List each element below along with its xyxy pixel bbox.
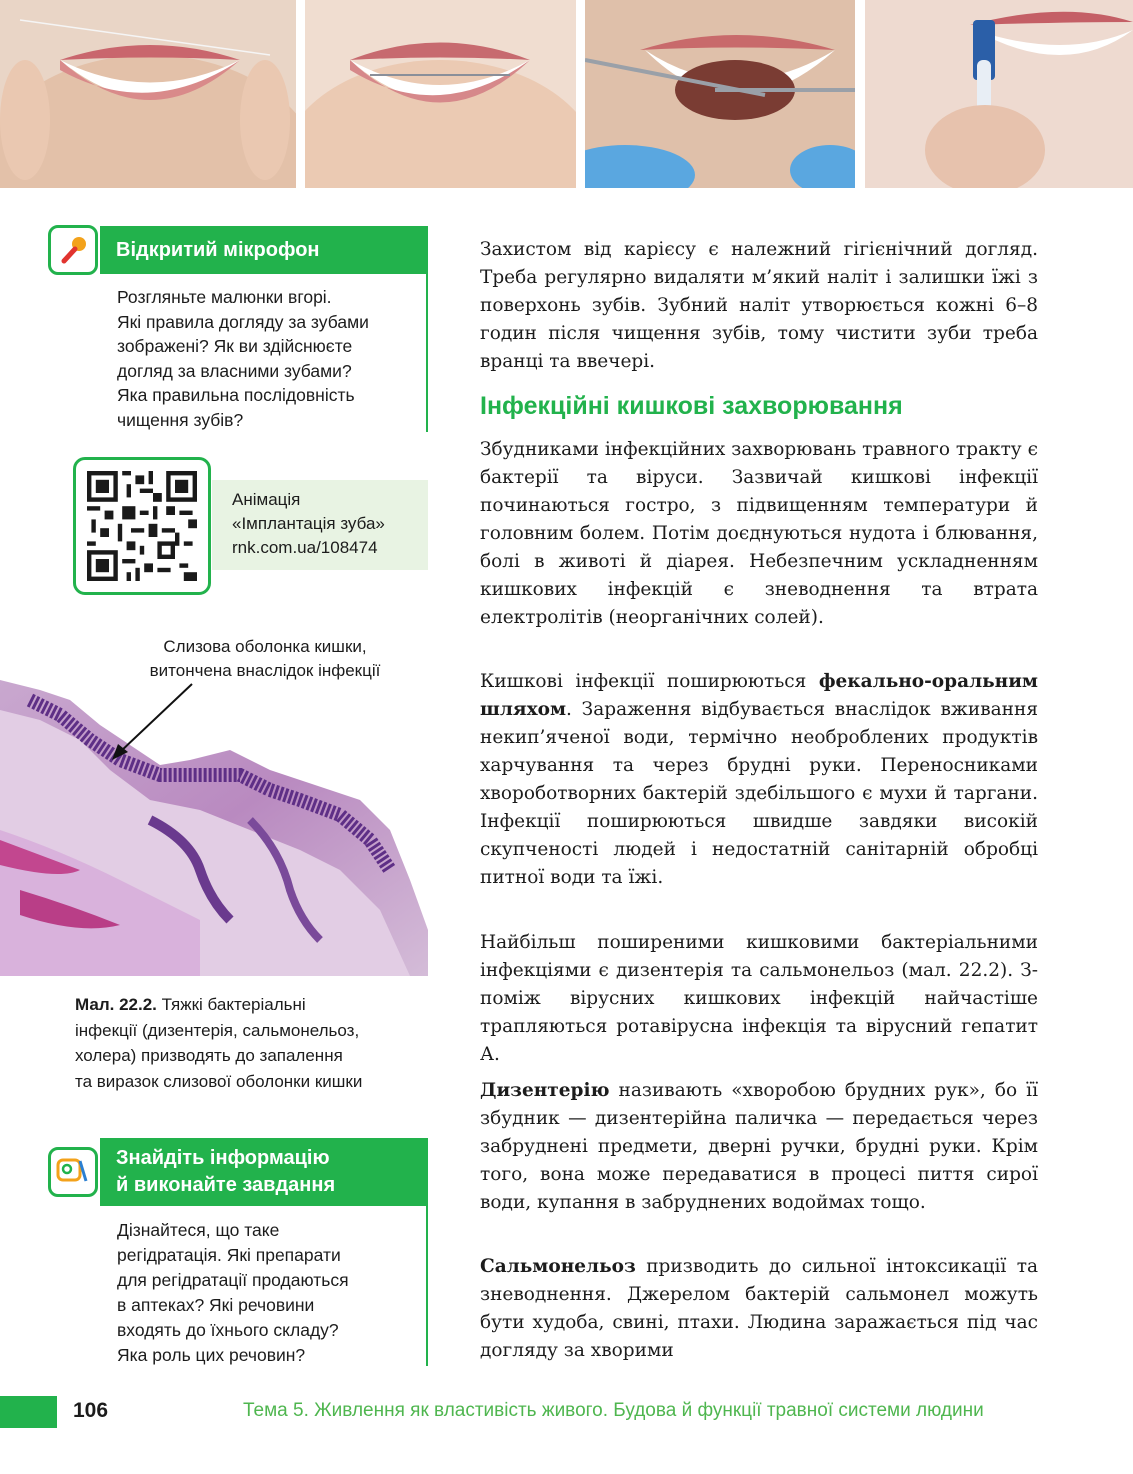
paragraph-dysentery <box>480 1077 1038 1217</box>
paragraph-hygiene: Захистом від карієсу є належний гігієнічний догляд. Треба регулярно видаляти м’який наліт і залишки їжі з поверхонь зубів. Зубний наліт утворюється кожні 6–8 годин після чищення зубів, тому чистити зуби треба вранці та ввечері. <box>480 239 1038 372</box>
paragraph-transmission-text: . Зараження відбувається внаслідок вживання некип’яченої води, термічно необроблених продуктів харчування та через брудні руки. Переносниками хвороботворних бактерій здебільшого є мухи й таргани. Інфекції поширюються швидше завдяки високій скупченості людей і недостатній санітарній обробці питної води та їжі. <box>480 699 1038 888</box>
mic-box-line: догляд за власними зубами? <box>117 360 352 381</box>
page-tab <box>0 1396 57 1428</box>
figure-caption-line: інфекції (дизентерія, сальмонельоз, <box>75 1020 360 1040</box>
paragraph-transmission-text: Кишкові інфекції поширюються <box>480 671 819 692</box>
mic-box-title: Відкритий мікрофон <box>100 226 428 274</box>
figure-caption <box>75 992 435 1094</box>
qr-link[interactable]: rnk.com.ua/108474 <box>232 538 378 557</box>
mic-box-body <box>117 285 422 432</box>
task-box-line: Дізнайтеся, що таке <box>117 1220 280 1240</box>
qr-info-panel <box>212 480 428 570</box>
page-number: 106 <box>73 1399 109 1422</box>
paragraph-salmonellosis-text: призводить до сильної інтоксикації та зневоднення. Джерелом бактерій сальмонел можуть бути худоба, свині, птахи. Людина заражається під час догляду за хворими <box>480 1256 1038 1361</box>
photo-flossing <box>0 0 296 188</box>
mic-box-line: чищення зубів? <box>117 409 244 430</box>
task-box-border <box>426 1206 428 1366</box>
figure-annotation-line: Слизова оболонка кишки, <box>163 637 367 656</box>
paragraph-salmonellosis <box>480 1253 1038 1365</box>
task-box-title <box>100 1138 428 1206</box>
figure-caption-text: Тяжкі бактеріальні <box>156 995 306 1014</box>
qr-info-line: Анімація <box>232 490 301 509</box>
search-task-icon <box>56 1157 90 1187</box>
figure-annotation-line: витончена внаслідок інфекції <box>149 661 381 680</box>
figure-caption-line: та виразок слизової оболонки кишки <box>75 1071 363 1091</box>
task-box-title-line: Знайдіть інформацію <box>116 1147 330 1169</box>
term-salmonellosis: Сальмонельоз <box>480 1256 636 1277</box>
paragraph-transmission <box>480 668 1038 892</box>
figure-arrow <box>100 680 210 770</box>
qr-code-icon <box>87 471 197 581</box>
mic-box-border <box>426 274 428 432</box>
task-icon-badge <box>48 1147 98 1197</box>
photo-brushing <box>865 0 1133 188</box>
term-fecal-oral: фекально-оральним шляхом <box>480 671 1038 720</box>
mic-box-line: Які правила догляду за зубами <box>117 311 369 332</box>
task-box-line: Яка роль цих речовин? <box>117 1345 306 1365</box>
photo-braces <box>305 0 576 188</box>
task-box-body <box>117 1218 422 1368</box>
task-box-title-line: й виконайте завдання <box>116 1174 336 1196</box>
microphone-icon-badge <box>48 225 98 275</box>
mic-box-line: Розгляньте малюнки вгорі. <box>117 287 332 307</box>
paragraph-common-infections: Найбільш поширеними кишковими бактеріальними інфекціями є дизентерія та сальмонельоз (мал. 22.2). З-поміж вірусних кишкових інфекцій найчастіше трапляються ротавірусна інфекція та вірусний гепатит А. <box>480 932 1038 1065</box>
figure-annotation <box>100 635 430 683</box>
task-box-line: регідратація. Які препарати <box>117 1245 341 1265</box>
micrograph-intestine <box>0 680 428 976</box>
figure-caption-label: Мал. 22.2. <box>75 995 157 1014</box>
qr-info-line: «Імплантація зуба» <box>232 514 385 533</box>
task-box-line: входять до їхнього складу? <box>117 1320 339 1340</box>
running-footer: Тема 5. Живлення як властивість живого. Будова й функції травної системи людини <box>243 1400 984 1421</box>
term-dysentery: Дизентерію <box>480 1080 610 1101</box>
section-title: Інфекційні кишкові захворювання <box>480 392 903 420</box>
mic-box-line: зображені? Як ви здійснюєте <box>117 336 353 356</box>
mic-box-line: Яка правильна послідовність <box>117 385 355 405</box>
paragraph-pathogens: Збудниками інфекційних захворювань травного тракту є бактерії та віруси. Зазвичай кишкові інфекції починаються гостро, з підвищенням температури й головним болем. Потім доєднуються нудота і блювання, болі в животі й діарея. Небезпечним ускладненням кишкових інфекцій є зневоднення та втрата електролітів (неорганічних солей). <box>480 439 1038 628</box>
photo-strip <box>0 0 1133 188</box>
photo-dental-checkup <box>585 0 855 188</box>
figure-caption-line: холера) призводять до запалення <box>75 1046 343 1065</box>
task-box-line: для регідратації продаються <box>117 1270 349 1290</box>
task-box-line: в аптеках? Які речовини <box>117 1295 315 1315</box>
paragraph-dysentery-text: називають «хворобою брудних рук», бо її збудник — дизентерійна паличка — передається через забруднені предмети, дверні ручки, брудні руки. Крім того, вона може передаватися в процесі пиття сирої води, купання в забруднених водоймах тощо. <box>480 1080 1038 1213</box>
microphone-icon <box>57 234 89 266</box>
qr-code-frame[interactable] <box>73 457 211 595</box>
